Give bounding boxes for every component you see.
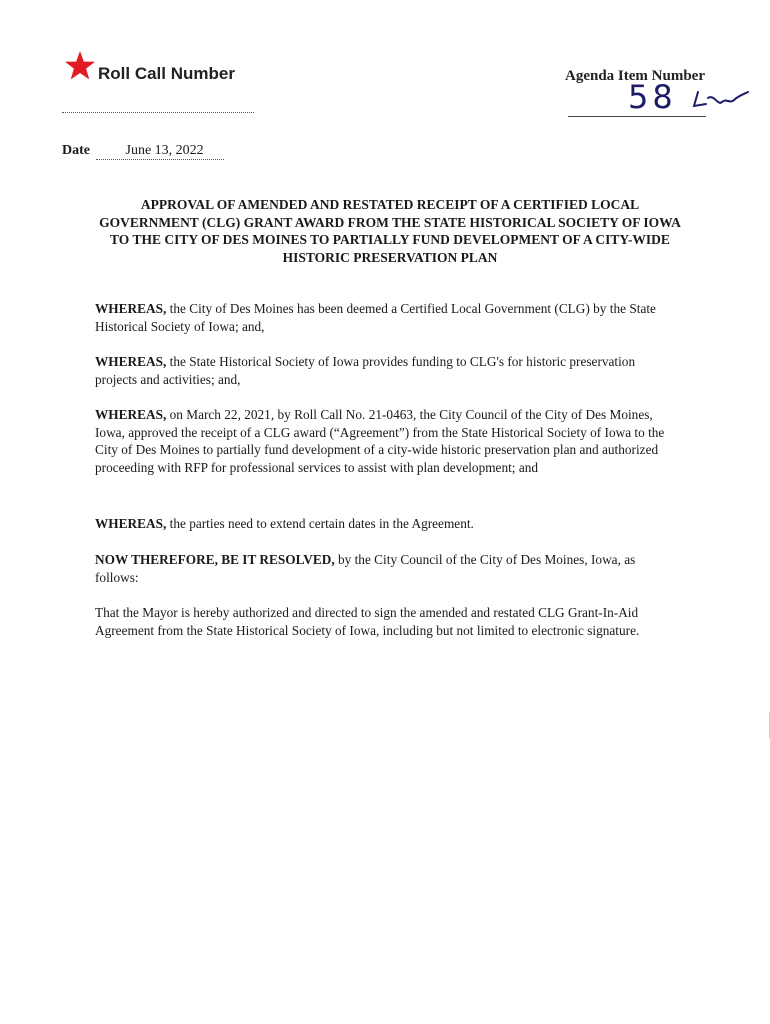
date-value: June 13, 2022 [96, 143, 224, 160]
paragraph-text: That the Mayor is hereby authorized and directed to sign the amended and restated CLG Grant-In-Aid Agreement from the State Historical Society of Iowa, including but not limited to electronic signature. [95, 605, 640, 638]
paragraph-text: the parties need to extend certain dates in the Agreement. [166, 516, 474, 531]
whereas-paragraph-1 [95, 300, 670, 335]
handwritten-initials [692, 84, 750, 114]
paragraph-lead: WHEREAS, [95, 354, 167, 369]
paragraph-text: the City of Des Moines has been deemed a Certified Local Government (CLG) by the State Historical Society of Iowa; and, [95, 301, 656, 334]
whereas-paragraph-2 [95, 353, 670, 388]
paragraph-text: on March 22, 2021, by Roll Call No. 21-0463, the City Council of the City of Des Moines, Iowa, approved the receipt of a CLG award (“Agreement”) from the State Historical Society of Iowa to the City of Des Moines to partially fund development of a city-wide historic preservation plan and authorized proceeding with RFP for professional services to assist with plan development; and [95, 407, 665, 475]
authorization-paragraph [95, 604, 670, 639]
whereas-paragraph-3 [95, 406, 670, 476]
whereas-paragraph-4 [95, 515, 670, 533]
date-row [62, 143, 224, 160]
roll-call-label: Roll Call Number [98, 64, 235, 83]
paragraph-lead: WHEREAS, [95, 516, 167, 531]
paragraph-text: by the City Council of the City of Des Moines, Iowa, as follows: [95, 552, 636, 585]
agenda-item-line [568, 116, 706, 117]
paragraph-lead: NOW THEREFORE, BE IT RESOLVED, [95, 552, 335, 567]
star-icon [64, 50, 96, 82]
agenda-item-number: 58 [628, 78, 677, 116]
agenda-item-label: Agenda Item Number [565, 68, 705, 84]
resolution-title: APPROVAL OF AMENDED AND RESTATED RECEIPT OF A CERTIFIED LOCAL GOVERNMENT (CLG) GRANT AWARD FROM THE STATE HISTORICAL SOCIETY OF IOWA TO THE CITY OF DES MOINES TO PARTIALLY FUND DEVELOPMENT OF A CITY-WIDE HISTORIC PRESERVATION PLAN [99, 197, 681, 265]
resolved-paragraph [95, 551, 670, 586]
paragraph-lead: WHEREAS, [95, 301, 167, 316]
paragraph-lead: WHEREAS, [95, 407, 167, 422]
date-label: Date [62, 143, 90, 158]
roll-call-number-line [62, 112, 254, 113]
paragraph-text: the State Historical Society of Iowa provides funding to CLG's for historic preservation projects and activities; and, [95, 354, 636, 387]
